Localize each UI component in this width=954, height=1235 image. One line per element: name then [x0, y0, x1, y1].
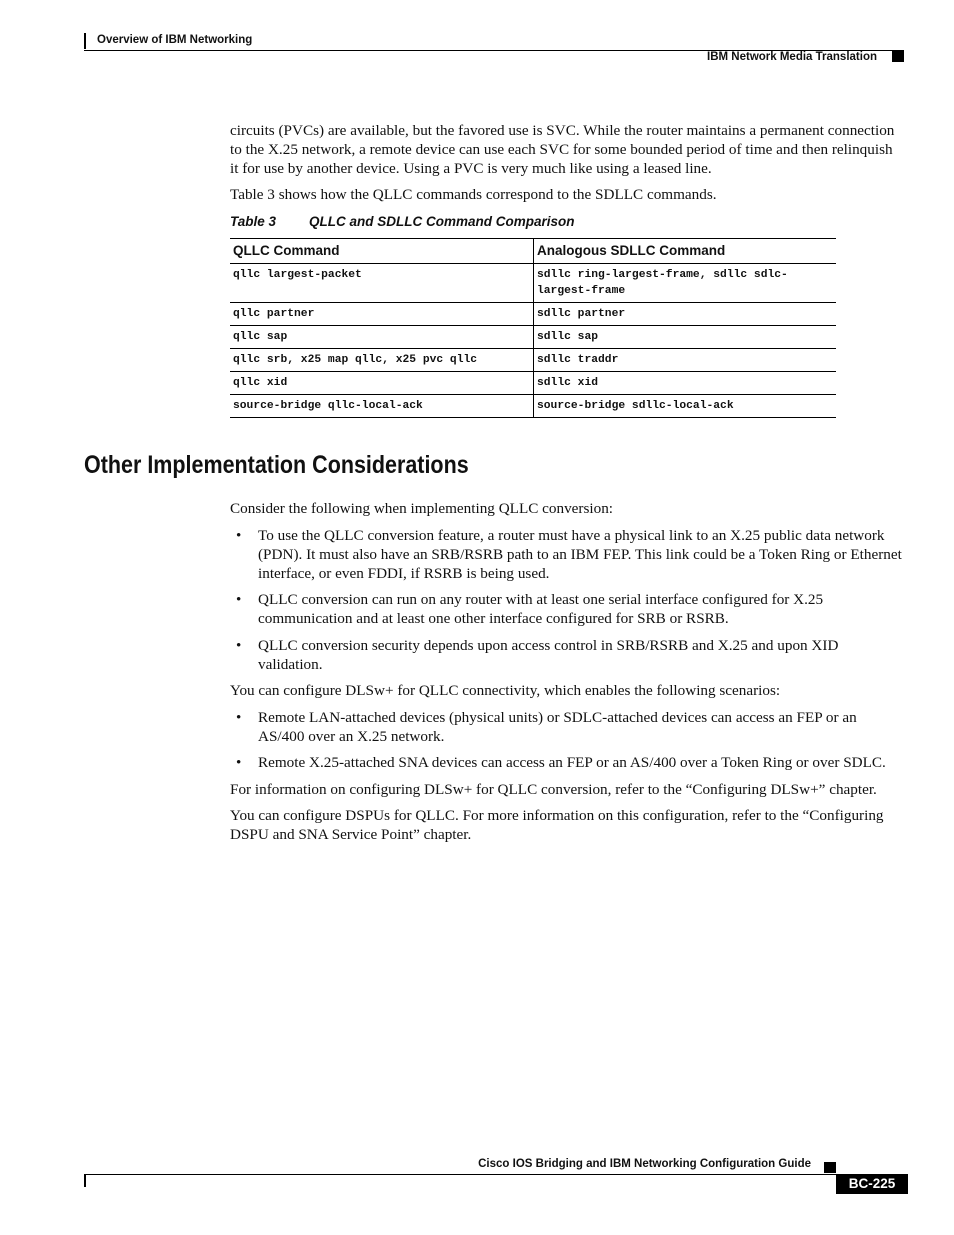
table-header-cell: Analogous SDLLC Command	[534, 239, 837, 264]
table-row	[230, 303, 836, 326]
scenarios-list	[230, 708, 904, 773]
table-cell-qllc: qllc largest-packet	[230, 264, 534, 303]
intro-paragraph: Table 3 shows how the QLLC commands correspond to the SDLLC commands.	[230, 186, 717, 203]
section-body	[230, 499, 904, 852]
list-item	[230, 526, 904, 583]
table-cell-sdllc: sdllc traddr	[534, 349, 837, 372]
page-number: BC-225	[836, 1174, 908, 1194]
table-cell-qllc: qllc srb, x25 map qllc, x25 pvc qllc	[230, 349, 534, 372]
bullet-glyph: •	[236, 708, 242, 726]
intro-block	[230, 121, 904, 418]
table-cell-sdllc: sdllc xid	[534, 372, 837, 395]
list-item-text: Remote LAN-attached devices (physical units) or SDLC-attached devices can access an FEP or an AS/400 over an X.25 network.	[258, 708, 857, 745]
intro-paragraph: circuits (PVCs) are available, but the favored use is SVC. While the router maintains a permanent connection to the X.25 network, a remote device can use each SVC for some bounded period of time and then relinquish it for use by another device. Using a PVC is very much like using a leased line.	[230, 122, 895, 177]
table-row	[230, 264, 836, 303]
table-row	[230, 372, 836, 395]
table-row	[230, 349, 836, 372]
table-cell-sdllc: sdllc partner	[534, 303, 837, 326]
bullet-glyph: •	[236, 591, 242, 608]
table-caption	[230, 212, 904, 232]
header-vertical-bar	[84, 33, 86, 49]
table-cell-qllc: qllc xid	[230, 372, 534, 395]
header-section: IBM Network Media Translation	[707, 51, 877, 63]
list-item	[230, 708, 904, 746]
table-row	[230, 326, 836, 349]
table-row	[230, 395, 836, 418]
list-item	[230, 753, 904, 772]
dlsw-lead-paragraph: You can configure DLSw+ for QLLC connectivity, which enables the following scenarios:	[230, 682, 781, 699]
table-header-row	[230, 239, 836, 264]
list-item-text: To use the QLLC conversion feature, a router must have a physical link to an X.25 public data network (PDN). It must also have an SRB/RSRB path to an IBM FEP. This link could be a Token Ring or Ethernet interface, or even FDDI, if RSRB is being used.	[258, 526, 902, 582]
table-header-cell: QLLC Command	[230, 239, 534, 264]
section-title: Other Implementation Considerations	[84, 451, 469, 479]
table-caption-title: QLLC and SDLLC Command Comparison	[309, 214, 575, 229]
list-item-text: QLLC conversion can run on any router with at least one serial interface configured for X.25 communication and at least one other interface configured for SRB or RSRB.	[258, 591, 824, 627]
footer-vertical-bar	[84, 1174, 86, 1187]
table-cell-qllc: source-bridge qllc-local-ack	[230, 395, 534, 418]
command-comparison-table	[230, 238, 836, 418]
bullet-glyph: •	[236, 526, 242, 544]
considerations-list	[230, 526, 904, 674]
footer-marker-block	[824, 1162, 836, 1173]
table-caption-number: Table 3	[230, 214, 277, 229]
list-item-text: Remote X.25-attached SNA devices can access an FEP or an AS/400 over a Token Ring or over SDLC.	[258, 754, 886, 771]
list-item-text: QLLC conversion security depends upon access control in SRB/RSRB and X.25 and upon XID validation.	[258, 636, 839, 673]
bullet-glyph: •	[236, 754, 242, 771]
header-chapter: Overview of IBM Networking	[97, 34, 253, 46]
section-lead-paragraph: Consider the following when implementing QLLC conversion:	[230, 500, 614, 517]
table-cell-qllc: qllc sap	[230, 326, 534, 349]
table-cell-sdllc: source-bridge sdllc-local-ack	[534, 395, 837, 418]
footer-rule	[84, 1174, 836, 1175]
header-marker-block	[892, 51, 904, 62]
closing-paragraph: You can configure DSPUs for QLLC. For more information on this configuration, refer to the “Configuring DSPU and SNA Service Point” chapter.	[230, 807, 884, 843]
list-item	[230, 590, 904, 628]
closing-paragraph: For information on configuring DLSw+ for QLLC conversion, refer to the “Configuring DLSw+” chapter.	[230, 780, 877, 798]
table-cell-sdllc: sdllc sap	[534, 326, 837, 349]
list-item	[230, 636, 904, 674]
table-cell-qllc: qllc partner	[230, 303, 534, 326]
footer-guide-title: Cisco IOS Bridging and IBM Networking Configuration Guide	[478, 1158, 811, 1170]
table-cell-sdllc: sdllc ring-largest-frame, sdllc sdlc-largest-frame	[534, 264, 837, 303]
bullet-glyph: •	[236, 636, 242, 654]
